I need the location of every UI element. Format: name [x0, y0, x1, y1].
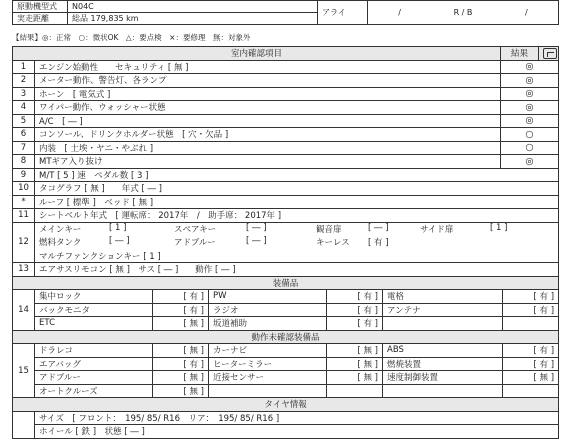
mileage-value: 総品 179,835 km	[68, 13, 318, 25]
row-item: エンジン始動性 セキュリティ [ 無 ]	[35, 60, 501, 74]
row-item: ルーフ [ 標準 ] ベッド [ 無 ]	[35, 195, 559, 209]
keys-line-3: マルチファンクションキー [ 1 ]	[35, 249, 559, 263]
result-header: 結果	[501, 47, 539, 61]
result-legend: 【結果】◎：正常 ○：微状OK △：要点検 ×：要修理 無：対象外	[12, 32, 251, 42]
mileage-label: 実走距離	[13, 13, 68, 25]
row-item: ホーン [ 電気式 ]	[35, 87, 501, 101]
equip-value: [ 有 ]	[503, 344, 559, 358]
interior-header: 室内確認項目	[13, 47, 501, 61]
row-result: ◎	[501, 87, 559, 101]
row-no: 12	[13, 222, 35, 263]
equip-value	[503, 384, 559, 398]
copy-icon-cell[interactable]	[539, 47, 559, 61]
tire-wheel: ホイール [ 鉄 ] 状態 [ ― ]	[35, 425, 559, 439]
row-no: 2	[13, 74, 35, 88]
equipment-table	[12, 276, 559, 439]
equip-value: [ 無 ]	[327, 344, 383, 358]
equip-item: ヒーターミラー	[209, 357, 327, 371]
row-item: M/T [ 5 ] 速 ペダル数 [ 3 ]	[35, 168, 559, 182]
equip-value: [ 有 ]	[327, 290, 383, 304]
unverified-equipment-header: 動作未確認装備品	[13, 330, 559, 344]
tire-header: タイヤ情報	[13, 398, 559, 412]
row-no: 7	[13, 141, 35, 155]
row-result: ◎	[501, 101, 559, 115]
equip-value: [ 無 ]	[153, 344, 209, 358]
row-result: ◎	[501, 155, 559, 169]
row-item: MTギア入り抜け	[35, 155, 501, 169]
row-no: 11	[13, 209, 35, 223]
equip-value: [ 有 ]	[327, 303, 383, 317]
equip-item: カーナビ	[209, 344, 327, 358]
row-no: 13	[13, 263, 35, 277]
equip-item: 集中ロック	[35, 290, 153, 304]
keys-cell: サイド扉	[420, 225, 454, 235]
keys-cell: 観音扉	[316, 225, 342, 235]
equip-value: [ 無 ]	[327, 357, 383, 371]
alignment-label: アライ	[318, 1, 368, 25]
row-result: ○	[501, 141, 559, 155]
equip-item: 近接センサー	[209, 371, 327, 385]
alignment-sep-2: /	[524, 8, 528, 17]
row-no: 9	[13, 168, 35, 182]
copy-icon[interactable]	[543, 48, 557, 59]
equip-value: [ 無 ]	[153, 317, 209, 331]
equip-value: [ 無 ]	[503, 371, 559, 385]
equip-value: [ 無 ]	[327, 371, 383, 385]
equip-value: [ 有 ]	[503, 303, 559, 317]
row-no: 6	[13, 128, 35, 142]
equip-value	[503, 317, 559, 331]
row-item: 内装 [ 土埃・ヤニ・やぶれ ]	[35, 141, 501, 155]
equip-item: バックモニタ	[35, 303, 153, 317]
equip-item: 坂道補助	[209, 317, 327, 331]
row-result: ◎	[501, 114, 559, 128]
keys-cell: [ ― ]	[368, 223, 389, 233]
interior-inspection-table	[12, 46, 559, 277]
keys-line-1	[35, 222, 559, 236]
equip-value: [ 有 ]	[153, 290, 209, 304]
equip-item: アドブルー	[35, 371, 153, 385]
row-no: 8	[13, 155, 35, 169]
row-no: 14	[13, 290, 35, 331]
alignment-rb: R / B	[453, 8, 473, 17]
equip-item: PW	[209, 290, 327, 304]
equipment-header: 装備品	[13, 276, 559, 290]
row-item: タコグラフ [ 無 ] 年式 [ ― ]	[35, 182, 559, 196]
row-no: 5	[13, 114, 35, 128]
row-no: 3	[13, 87, 35, 101]
equip-value: [ 無 ]	[153, 384, 209, 398]
equip-item: ABS	[383, 344, 503, 358]
row-item: A/C [ ― ]	[35, 114, 501, 128]
row-item: エアサスリモコン [ 無 ] サス [ ― ] 動作 [ ― ]	[35, 263, 559, 277]
row-result: ◎	[501, 74, 559, 88]
equip-value: [ 有 ]	[503, 290, 559, 304]
row-item: メーター動作、警告灯、各ランプ	[35, 74, 501, 88]
equip-item	[383, 384, 503, 398]
keys-cell: [ ― ]	[246, 223, 267, 233]
inspection-sheet	[12, 0, 558, 438]
keys-cell: [ ― ]	[109, 236, 130, 247]
equip-item	[383, 317, 503, 331]
alignment-values	[368, 1, 559, 25]
row-item: コンソール、ドリンクホルダー状態 [ 穴・欠品 ]	[35, 128, 501, 142]
row-no: 1	[13, 60, 35, 74]
equip-item: オートクルーズ	[35, 384, 153, 398]
keys-cell: スペアキー	[174, 225, 217, 235]
tire-size: サイズ [ フロント： 195/ 85/ R16 リア： 195/ 85/ R16 ]	[35, 411, 559, 425]
equip-item: ラジオ	[209, 303, 327, 317]
row-item: ワイパー動作、ウォッシャー状態	[35, 101, 501, 115]
equip-value: [ 有 ]	[153, 303, 209, 317]
row-no: 4	[13, 101, 35, 115]
row-result: ○	[501, 128, 559, 142]
row-no: 15	[13, 344, 35, 398]
keys-cell: 燃料タンク	[39, 238, 82, 249]
equip-item: アンテナ	[383, 303, 503, 317]
engine-model-value: N04C	[68, 1, 318, 13]
equip-value: [ 無 ]	[153, 371, 209, 385]
engine-model-label: 原動機型式	[13, 1, 68, 13]
row-result: ◎	[501, 60, 559, 74]
row-no: 10	[13, 182, 35, 196]
vehicle-info-table	[12, 0, 559, 25]
equip-item: ドラレコ	[35, 344, 153, 358]
equip-item: エアバッグ	[35, 357, 153, 371]
equip-value: [ 有 ]	[153, 357, 209, 371]
alignment-sep-1: /	[398, 8, 401, 17]
keys-cell: [ 1 ]	[490, 223, 508, 233]
row-item: シートベルト年式 [ 運転席： 2017年 / 助手席： 2017年 ]	[35, 209, 559, 223]
equip-value: [ 有 ]	[327, 317, 383, 331]
keys-cell: [ 有 ]	[368, 238, 389, 249]
equip-item: 速度制御装置	[383, 371, 503, 385]
keys-cell: キーレス	[316, 238, 350, 249]
equip-item: 電格	[383, 290, 503, 304]
keys-cell: メインキー	[39, 225, 82, 235]
equip-item: ETC	[35, 317, 153, 331]
keys-cell: アドブルー	[174, 238, 216, 249]
keys-line-2	[35, 236, 559, 250]
row-no: *	[13, 195, 35, 209]
equip-item: 燃焼装置	[383, 357, 503, 371]
equip-item	[209, 384, 327, 398]
equip-value: [ 有 ]	[503, 357, 559, 371]
row-no	[13, 411, 35, 438]
equip-value	[327, 384, 383, 398]
keys-cell: [ ― ]	[246, 236, 267, 247]
keys-cell: [ 1 ]	[109, 223, 127, 233]
